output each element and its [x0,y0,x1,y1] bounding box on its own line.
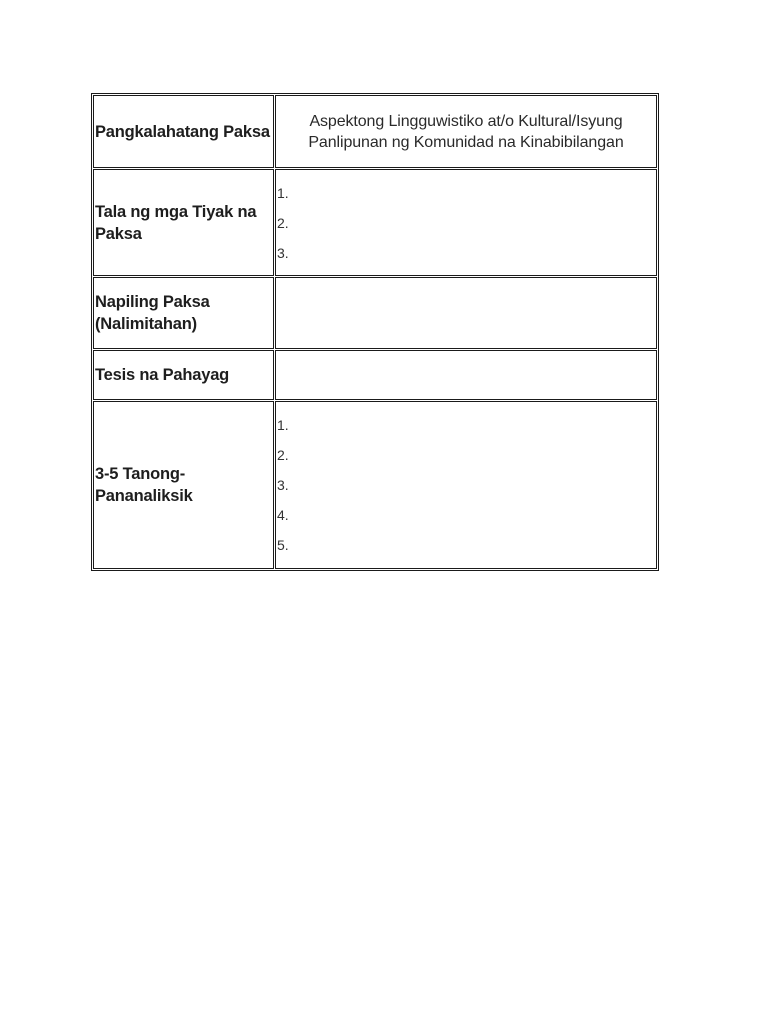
tanong-pananaliksik-cell[interactable] [275,401,657,569]
label-text: Pangkalahatang Paksa [95,122,270,141]
label-pangkalahatang-paksa [93,95,274,168]
header-content-line: Aspektong Lingguwistiko at/o Kultural/Isyung [309,112,623,130]
label-text: (Nalimitahan) [95,315,197,333]
label-text: Pananaliksik [95,487,193,505]
table-row-tiyak-na-paksa [93,169,657,276]
list-item: 2. [277,214,289,231]
list-item: 1. [277,417,289,433]
label-tanong-pananaliksik [93,401,274,569]
napiling-paksa-cell[interactable] [275,277,657,349]
label-tala-ng-mga-tiyak-na-paksa [93,169,274,276]
numbered-list [276,178,656,268]
list-item: 5. [277,537,289,553]
label-text: Paksa [95,224,142,243]
list-item: 1. [277,184,289,201]
tesis-na-pahayag-cell[interactable] [275,350,657,400]
label-text: Tala ng mga Tiyak na [95,202,257,221]
label-text: Tesis na Pahayag [95,366,230,384]
list-item: 3. [277,244,289,261]
header-content-line: Panlipunan ng Komunidad na Kinabibilangan [308,133,624,151]
header-content-cell [275,95,657,168]
tiyak-na-paksa-cell[interactable] [275,169,657,276]
label-napiling-paksa [93,277,274,349]
table-row-header [93,95,657,168]
list-item: 2. [277,447,289,463]
label-tesis-na-pahayag [93,350,274,400]
list-item: 4. [277,507,289,523]
table-row-tanong-pananaliksik [93,401,657,569]
label-text: 3-5 Tanong- [95,465,186,483]
numbered-list [276,410,656,560]
table-row-tesis [93,350,657,400]
worksheet-table [91,93,659,571]
list-item: 3. [277,477,289,493]
table-row-napiling-paksa [93,277,657,349]
label-text: Napiling Paksa [95,293,210,311]
